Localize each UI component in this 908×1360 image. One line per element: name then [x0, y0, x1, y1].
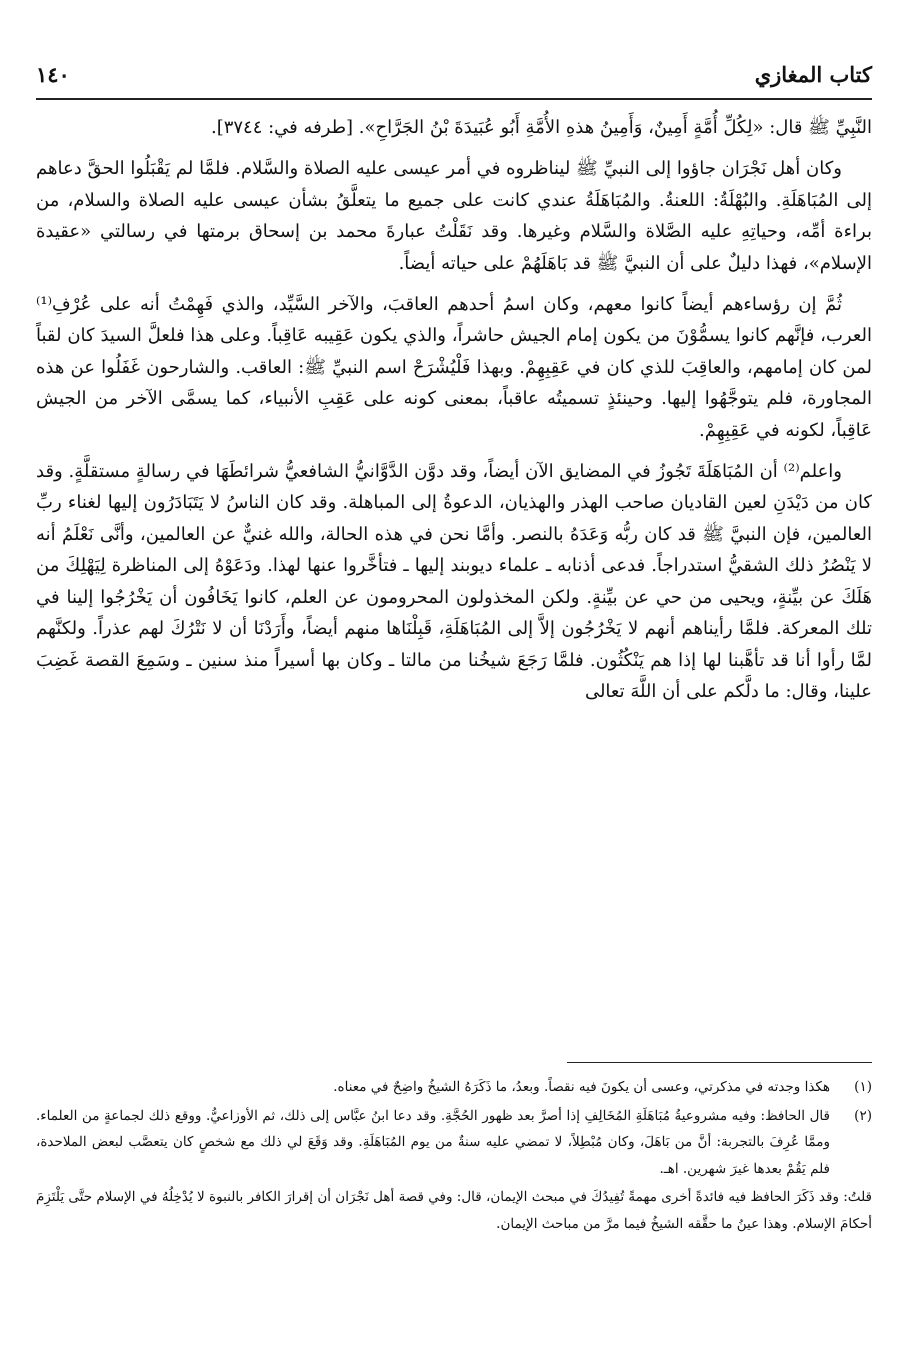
footnote — [36, 1074, 872, 1101]
paragraph-najran: وكان أهل نَجْرَان جاؤوا إلى النبيِّ ﷺ ليناظروه في أمر عيسى عليه الصلاة والسَّلام. فلمَّا لم يَقْبَلُوا الحقَّ دعاهم إلى المُبَاهَلَةِ. والبُهْلَةُ: اللعنةُ. والمُبَاهَلَةُ عندي كانت على جميع ما يتعلَّقُ بشأن عيسى عليه الصلاة والسلام، من براءة أمِّه، وحياتِهِ عليه الصَّلاة والسَّلام وغيرها. وقد نَقَلْتُ عبارةَ محمد بن إسحاق برمتها في رسالتي «عقيدة الإسلام»، فهذا دليلٌ على أن النبيَّ ﷺ قد بَاهَلَهُمْ على حياته أيضاً. — [36, 158, 872, 274]
paragraph-leaders: ثُمَّ إن رؤساءهم أيضاً كانوا معهم، وكان اسمُ أحدهم العاقبَ، والآخر السَّيِّد، والذي فَهِمْتُ أنه على عُرْفِ⁽¹⁾ العرب، فإنَّهم كانوا يسمُّوْنَ من يكون إمام الجيش حاشراً، والذي يكون عَقِيبه عَاقِباً. وعلى هذا فلعلَّ السيدَ كان لقباً لمن كان إمامهم، والعاقِبَ للذي كان في عَقِبِهِمْ. وبهذا فَلْيُشْرَحْ اسم النبيِّ ﷺ: العاقب. والشارحون غَفَلُوا عن هذه المجاورة، فلم يتوجَّهُوا إليها. وحينئذٍ تسميتُه عاقباً، بمعنى كونه على عَقِبِ الأنبياء، كما يسمَّى الآخر من الجيش عَاقِباً، لكونه في عَقِبِهِمْ. — [36, 294, 872, 441]
footnote-text: قال الحافظ: وفيه مشروعيةُ مُبَاهَلَةِ المُخَالِفِ إذا أصرَّ بعد ظهور الحُجَّةِ. وقد دعا ابنُ عبَّاس إلى ذلك، ثم الأوزاعيُّ. ووقع ذلك لجماعةٍ من العلماء. وممَّا عُرِفَ بالتجربة: أنَّ من بَاهَلَ، وكان مُبْطِلاً، لا تمضي عليه سنةٌ من يوم المُبَاهَلَةِ. وقد وَقَعَ لي ذلك مع شخصٍ كان يتعصَّب لبعض الملاحدة، فلم يَقُمْ بعدها غيرَ شهرين. اهـ. — [36, 1107, 830, 1177]
footnote-number: (٢) — [854, 1107, 872, 1124]
footnote-divider — [567, 1062, 872, 1063]
header-divider — [36, 98, 872, 100]
main-text — [36, 112, 872, 717]
footnote — [36, 1103, 872, 1183]
footnotes — [36, 1074, 872, 1238]
paragraph-hadith-end: النَّبِيِّ ﷺ قال: «لِكُلِّ أُمَّةٍ أَمِينٌ، وَأَمِينُ هذهِ الأُمَّةِ أَبُو عُبَيدَةَ بْنُ الجَرَّاحِ». [طرفه في: ٣٧٤٤]. — [210, 117, 872, 138]
footnote-continuation: قلتُ: وقد ذَكَرَ الحافظ فيه فائدةً أخرى مهمةً تُفِيدُكَ في مبحث الإيمان، قال: وفي قصة أهل نَجْرَان أن إقرارَ الكافر بالنبوة لا يُدْخِلُهُ في الإسلام حتَّى يَلْتَزِمَ أحكامَ الإسلام. وهذا عينُ ما حقَّقه الشيخُ فيما مرَّ من مباحث الإيمان. — [36, 1189, 872, 1232]
page-header — [36, 60, 872, 96]
footnote-text: هكذا وجدته في مذكرتي، وعسى أن يكونَ فيه نقصاً. وبعدُ، ما ذَكَرَهُ الشيخُ واضِحٌ في معناه. — [333, 1079, 830, 1095]
running-title: كتاب المغازي — [754, 62, 872, 87]
footnote-number: (١) — [854, 1079, 872, 1095]
paragraph-mubahala: واعلم⁽²⁾ أن المُبَاهَلَةَ تَجُوزُ في المضايق الآن أيضاً، وقد دوَّن الدَّوَّانيُّ الشافعيُّ شرائطَهَا في رسالةٍ مستقلَّةٍ. وقد كان من دَيْدَنِ لعين القاديان صاحب الهذر والهذيان، الدعوةُ إلى المباهلة. وقد كان الناسُ لا يَتَبَادَرُون إليها لغناء ربِّ العالمين، فإن النبيَّ ﷺ قد كان ربُّه وَعَدَهُ بالنصر. وأمَّا نحن في هذه الحالة، والله غنيٌّ عن العالمين، وأنَّى نَعْلَمُ أنه لا يَنْصُرُ ذلك الشقيُّ استدراجاً. فدعى أذنابه ـ علماء ديوبند إليها ـ فتأخَّروا عنها لهذا. ودَعَوْهُ إلى المناظرة لِيَهْلِكَ من هَلَكَ عن بيِّنةٍ، ويحيى من حي عن بيِّنةٍ. ولكن المخذولون المحرومون عن العلم، كانوا يَخَافُون أن يَخْرُجُوا إلينا في تلك المعركة. فلمَّا رأيناهم أنهم لا يَخْرُجُون إلاَّ إلى المُبَاهَلَةِ، قَبِلْنَاها منهم أيضاً، وأَرَدْنَا أن لا نَتْرُكَ لهم عذراً. ولكنَّهم لمَّا رأوا أنا قد تأهَّبنا لها إذا هم يَنْكُثُون. فلمَّا رَجَعَ شيخُنا من مالتا ـ وكان بها أسيراً منذ سنين ـ وسَمِعَ القصة غَضِبَ علينا، وقال: ما دلَّكم على أن اللَّهَ تعالى — [36, 461, 872, 702]
page-number: ١٤٠ — [36, 62, 70, 87]
